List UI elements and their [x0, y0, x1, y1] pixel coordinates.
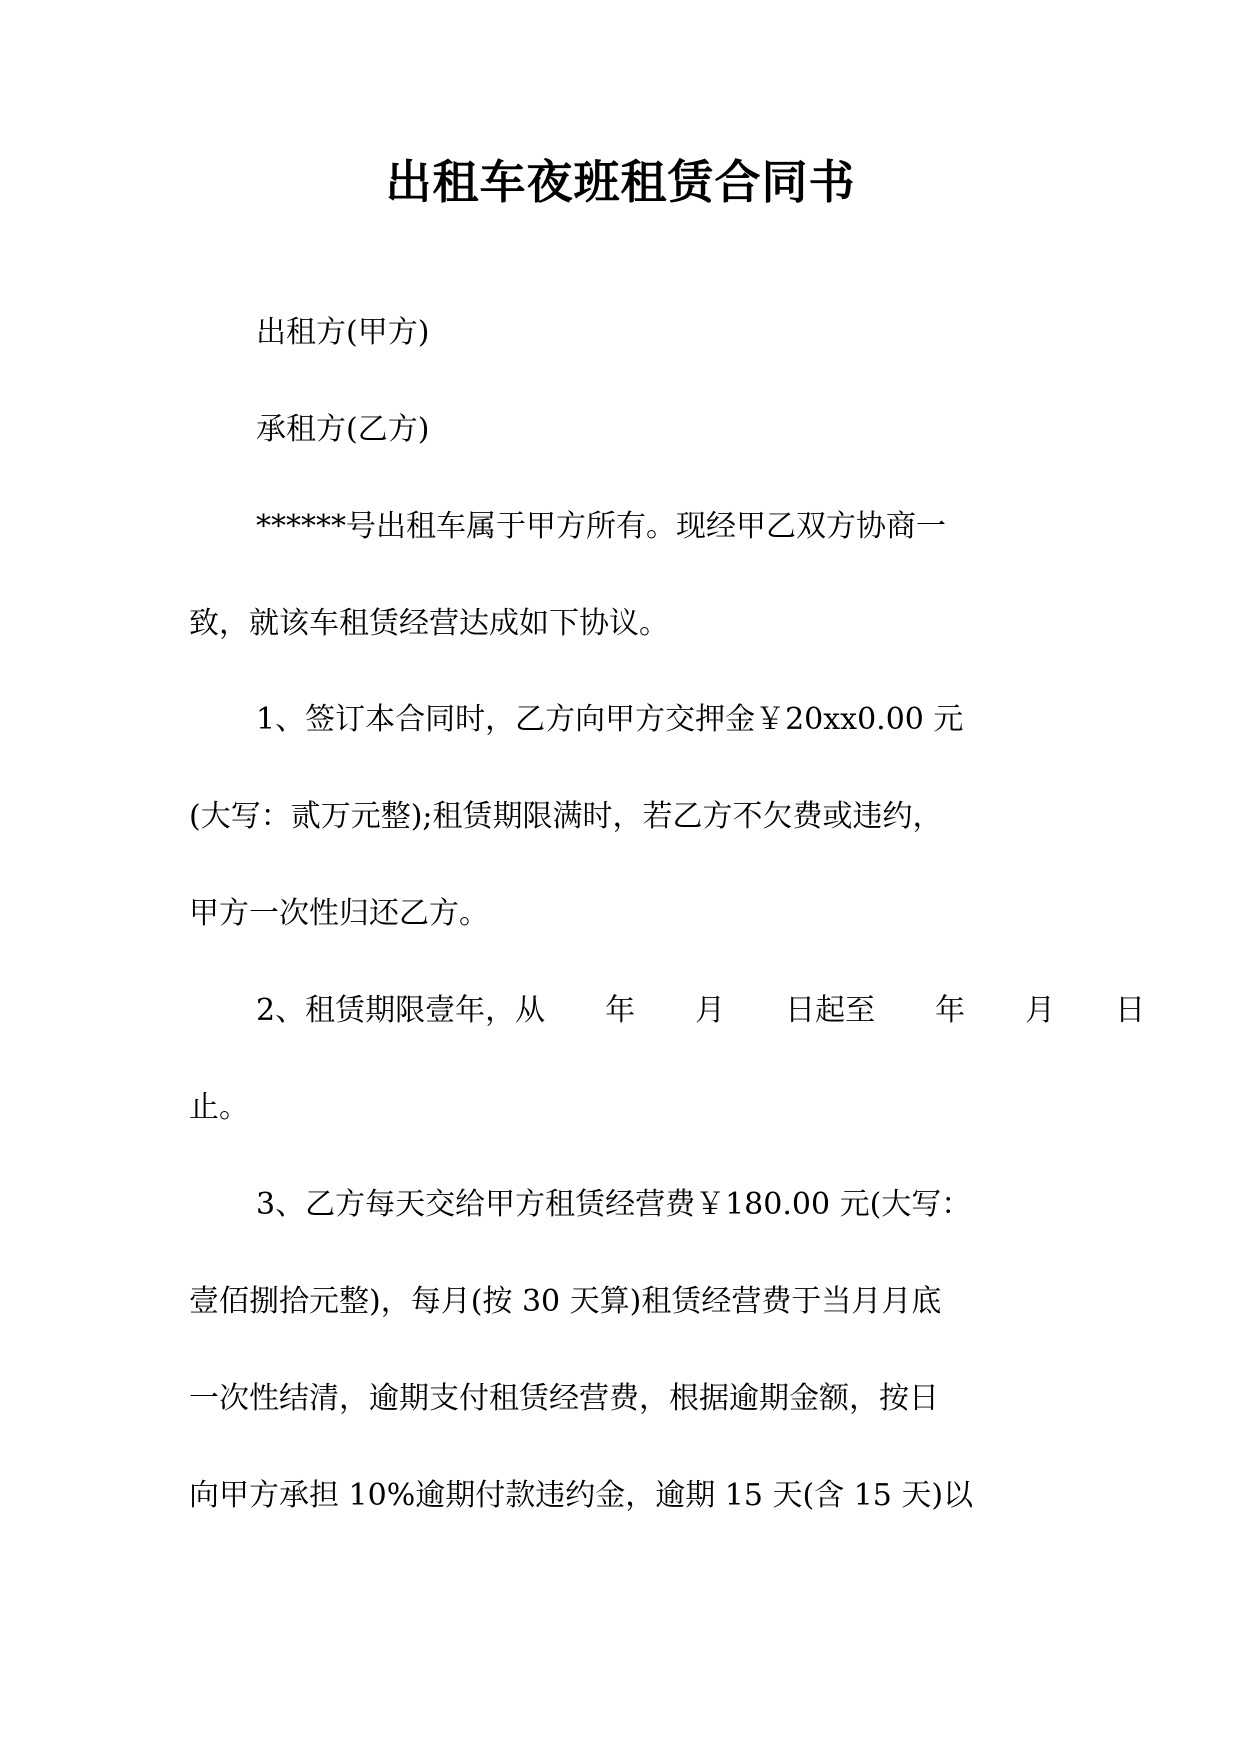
clause-1-line-3: 甲方一次性归还乙方。: [189, 896, 489, 931]
preamble-line-2: 致，就该车租赁经营达成如下协议。: [189, 606, 669, 641]
clause-1-line-1: 1、签订本合同时，乙方向甲方交押金￥20xx0.00 元: [256, 702, 964, 737]
clause-3-line-3: 一次性结清，逾期支付租赁经营费，根据逾期金额，按日: [189, 1381, 939, 1416]
preamble-line-1: ******号出租车属于甲方所有。现经甲乙双方协商一: [256, 509, 946, 544]
lessor-line: 出租方(甲方): [256, 315, 430, 350]
clause-3-line-1: 3、乙方每天交给甲方租赁经营费￥180.00 元(大写：: [256, 1187, 972, 1222]
document-title: 出租车夜班租赁合同书: [385, 155, 856, 209]
clause-3-line-4: 向甲方承担 10%逾期付款违约金，逾期 15 天(含 15 天)以: [189, 1478, 974, 1513]
lessee-line: 承租方(乙方): [256, 412, 430, 447]
clause-1-line-2: (大写：贰万元整);租赁期限满时，若乙方不欠费或违约，: [189, 799, 943, 834]
clause-3-line-2: 壹佰捌拾元整)，每月(按 30 天算)租赁经营费于当月月底: [189, 1284, 942, 1319]
clause-2-line-2: 止。: [189, 1090, 249, 1125]
clause-2-line-1: 2、租赁期限壹年，从 年 月 日起至 年 月 日: [256, 993, 1146, 1028]
